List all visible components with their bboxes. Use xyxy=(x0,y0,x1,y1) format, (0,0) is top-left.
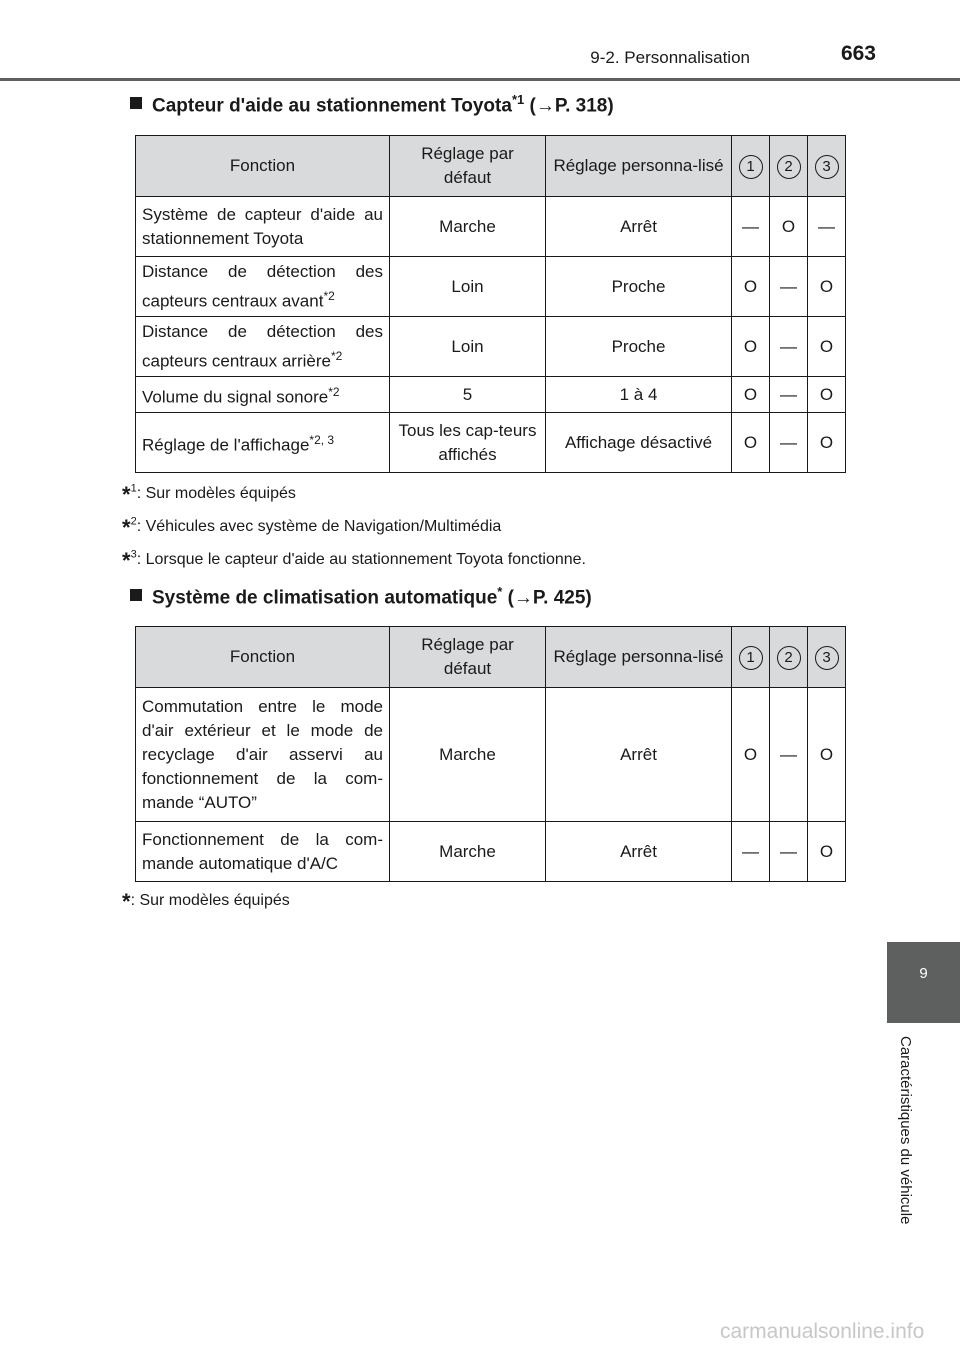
circled-number-1-icon: 1 xyxy=(739,646,763,670)
table-row: Volume du signal sonore$^{*2}$ 5 1 à 4 O — O xyxy=(136,377,846,413)
circled-number-1-icon: 1 xyxy=(739,155,763,179)
page-reference-link[interactable]: (→P. 425) xyxy=(502,587,592,609)
footnote-2: *$^2$: Véhicules avec système de Navigation/Multimédia xyxy=(122,515,502,540)
chapter-number: 9 xyxy=(919,965,928,982)
climate-control-table xyxy=(135,626,846,882)
table-row: Commutation entre le mode d'air extérieur et le mode de recyclage d'air asservi au fonctionnement de la com-mande “AUTO” Marche Arrêt O — O xyxy=(136,688,846,822)
square-bullet-icon xyxy=(130,589,142,601)
table-header-row xyxy=(136,136,846,197)
col-header-1 xyxy=(732,627,770,688)
col-header-3 xyxy=(808,136,846,197)
table-row: Réglage de l'affichage$^{*2, 3}$ Tous les cap-teurs affichés Affichage désactivé O — O xyxy=(136,413,846,473)
footnote-3: *$^3$: Lorsque le capteur d'aide au stationnement Toyota fonctionne. xyxy=(122,548,586,573)
chapter-title: Caractéristiques du véhicule xyxy=(897,1036,914,1225)
section-heading-climate-control: Système de climatisation automatique* (→P. 425) xyxy=(130,584,592,609)
footnote-1: *$^1$: Sur modèles équipés xyxy=(122,482,296,507)
header-rule xyxy=(0,78,960,81)
section-label: 9-2. Personnalisation xyxy=(590,48,750,67)
footnote-climate: *: Sur modèles équipés xyxy=(122,889,290,914)
col-header-fonction: Fonction xyxy=(136,627,390,688)
col-header-2 xyxy=(770,627,808,688)
col-header-2 xyxy=(770,136,808,197)
col-header-perso: Réglage personna-lisé xyxy=(546,136,732,197)
watermark: carmanualsonline.info xyxy=(720,1320,925,1343)
table-row: Système de capteur d'aide au stationnement Toyota Marche Arrêt — O — xyxy=(136,197,846,257)
col-header-1 xyxy=(732,136,770,197)
col-header-3 xyxy=(808,627,846,688)
chapter-tab[interactable] xyxy=(887,942,960,1023)
col-header-defaut: Réglage par défaut xyxy=(390,627,546,688)
page-number: 663 xyxy=(840,42,876,65)
table-header-row xyxy=(136,627,846,688)
col-header-defaut: Réglage par défaut xyxy=(390,136,546,197)
section-heading-parking-sensor: Capteur d'aide au stationnement Toyota$^{*1}$ (→P. 318) xyxy=(130,92,614,117)
parking-sensor-table xyxy=(135,135,846,473)
circled-number-2-icon: 2 xyxy=(777,155,801,179)
table-row: Distance de détection des capteurs centraux avant$^{*2}$ Loin Proche O — O xyxy=(136,257,846,317)
table-row: Fonctionnement de la com-mande automatique d'A/C Marche Arrêt — — O xyxy=(136,822,846,882)
col-header-perso: Réglage personna-lisé xyxy=(546,627,732,688)
col-header-fonction: Fonction xyxy=(136,136,390,197)
circled-number-3-icon: 3 xyxy=(815,646,839,670)
table-row: Distance de détection des capteurs centraux arrière$^{*2}$ Loin Proche O — O xyxy=(136,317,846,377)
square-bullet-icon xyxy=(130,97,142,109)
circled-number-2-icon: 2 xyxy=(777,646,801,670)
circled-number-3-icon: 3 xyxy=(815,155,839,179)
page-reference-link[interactable]: (→P. 318) xyxy=(524,95,614,117)
